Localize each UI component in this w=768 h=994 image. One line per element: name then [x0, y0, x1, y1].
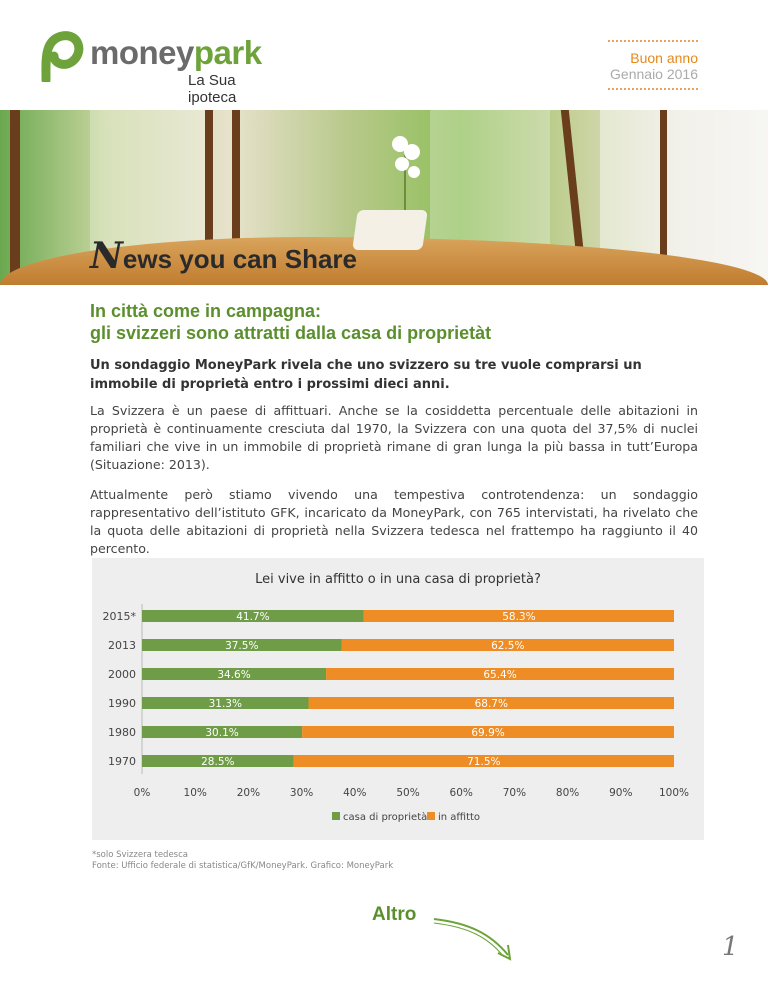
headline-line2: gli svizzeri sono attratti dalla casa di proprietàt [90, 323, 492, 343]
issue-info [588, 40, 698, 90]
chart-canvas [92, 558, 704, 840]
banner-photo [0, 110, 768, 285]
footnote-note: *solo Svizzera tedesca [92, 850, 188, 860]
divider [608, 40, 698, 42]
page-number: 1 [722, 932, 739, 962]
bar-data-label: 30.1% [205, 727, 239, 739]
legend-label: in affitto [438, 812, 481, 823]
bar-data-label: 41.7% [236, 611, 270, 623]
issue-greeting: Buon anno [630, 50, 698, 66]
flower-pot [352, 210, 428, 250]
issue-date: Gennaio 2016 [610, 66, 698, 82]
y-tick-label: 2013 [108, 639, 136, 652]
article-headline [90, 300, 690, 344]
ownership-chart [92, 558, 704, 840]
bar-data-label: 71.5% [467, 756, 501, 768]
x-tick-label: 60% [449, 787, 473, 799]
chart-title: Lei vive in affitto o in una casa di proprietà? [255, 572, 541, 587]
x-tick-label: 80% [555, 787, 580, 799]
moneypark-p-icon [40, 30, 84, 82]
headline-line1: In città come in campagna: [90, 301, 322, 321]
bar-data-label: 69.9% [471, 727, 505, 739]
title-rest: ews you can Share [122, 244, 358, 274]
x-tick-label: 50% [396, 787, 420, 799]
x-tick-label: 40% [343, 787, 367, 799]
legend-swatch [332, 812, 340, 820]
x-tick-label: 20% [236, 787, 261, 799]
x-tick-label: 0% [133, 787, 151, 799]
orchid-icon [380, 130, 430, 210]
brand-park: park [193, 34, 262, 71]
bar-data-label: 28.5% [201, 756, 235, 768]
newsletter-title [90, 235, 357, 277]
chart-footnote [92, 850, 393, 872]
title-initial: N [90, 235, 123, 277]
more-link[interactable]: Altro [372, 904, 417, 925]
bar-data-label: 65.4% [483, 669, 517, 681]
bar-data-label: 31.3% [208, 698, 242, 710]
bar-data-label: 58.3% [502, 611, 536, 623]
y-tick-label: 1970 [108, 755, 136, 768]
x-tick-label: 100% [658, 787, 690, 799]
divider [608, 88, 698, 90]
bar-data-label: 37.5% [225, 640, 259, 652]
article-lead: Un sondaggio MoneyPark rivela che uno svizzero su tre vuole comprarsi un immobile di proprietà entro i prossimi dieci anni. [90, 358, 642, 392]
y-tick-label: 2000 [108, 668, 136, 681]
x-tick-label: 90% [609, 787, 633, 799]
brand-name [90, 34, 262, 72]
tree-trunk [10, 110, 20, 285]
bar-data-label: 34.6% [217, 669, 251, 681]
article-paragraph-2: Attualmente però stiamo vivendo una tempestiva controtendenza: un sondaggio rappresentativo dell’istituto GFK, incaricato da MoneyPark, con 765 intervistati, ha rivelato che la quota delle abitazioni di proprietà nella Svizzera tedesca nel frattempo ha raggiunto il 40 percento. [90, 487, 698, 556]
brand-tagline: La Sua ipoteca [188, 72, 237, 106]
brand-money: money [90, 34, 194, 71]
y-tick-label: 1980 [108, 726, 136, 739]
bar-data-label: 62.5% [491, 640, 525, 652]
legend-swatch [427, 812, 435, 820]
moneypark-logo [40, 30, 270, 106]
x-tick-label: 30% [289, 787, 314, 799]
arrow-right-icon[interactable] [428, 905, 528, 965]
footnote-source: Fonte: Ufficio federale di statistica/GfK/MoneyPark. Grafico: MoneyPark [92, 861, 394, 871]
bar-data-label: 68.7% [474, 698, 508, 710]
y-tick-label: 1990 [108, 697, 136, 710]
x-tick-label: 10% [183, 787, 207, 799]
article-paragraph-1: La Svizzera è un paese di affittuari. Anche se la cosiddetta percentuale delle abitazioni in proprietà è continuamente cresciuta dal 1970, la Svizzera con una quota del 37,5% di nuclei familiari che vive in un immobile di proprietà rimane di gran lunga la più bassa in tutt’Europa (Situazione: 2013). [90, 403, 698, 472]
y-tick-label: 2015* [102, 610, 136, 623]
x-tick-label: 70% [502, 787, 527, 799]
legend-label: casa di proprietà [343, 812, 428, 823]
